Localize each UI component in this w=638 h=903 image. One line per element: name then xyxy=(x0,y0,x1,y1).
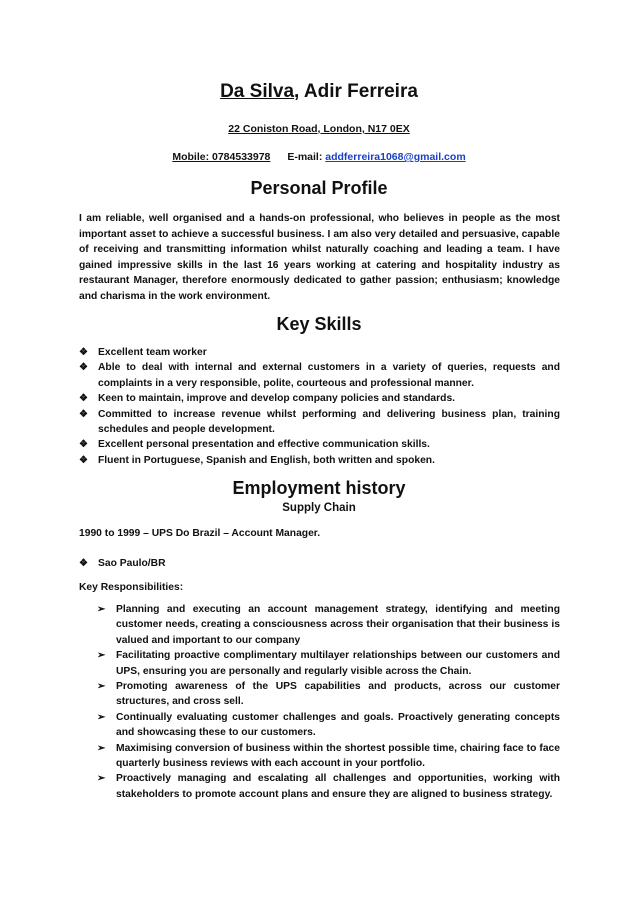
key-skills-list xyxy=(79,345,560,468)
list-item xyxy=(79,453,560,468)
skill-text: Excellent team worker xyxy=(98,347,207,358)
arrow-bullet-icon: ➢ xyxy=(97,681,106,693)
employment-history-heading: Employment history xyxy=(232,478,406,498)
email-label: E-mail: xyxy=(287,151,326,163)
diamond-bullet-icon: ❖ xyxy=(79,558,88,569)
skill-text: Keen to maintain, improve and develop company policies and standards. xyxy=(98,393,456,405)
list-item xyxy=(97,741,560,772)
arrow-bullet-icon: ➢ xyxy=(97,773,106,785)
mobile-number: Mobile: 0784533978 xyxy=(172,151,271,163)
skill-text: Fluent in Portuguese, Spanish and English, both written and spoken. xyxy=(98,454,435,466)
address: 22 Coniston Road, London, N17 0EX xyxy=(228,123,410,135)
diamond-bullet-icon: ❖ xyxy=(79,362,88,374)
responsibility-text: Continually evaluating customer challenges and goals. Proactively generating concepts and showcasing these to our customers. xyxy=(116,711,560,739)
list-item xyxy=(97,710,560,741)
diamond-bullet-icon: ❖ xyxy=(79,347,88,358)
arrow-bullet-icon: ➢ xyxy=(97,711,106,723)
list-item xyxy=(97,602,560,648)
responsibility-text: Planning and executing an account management strategy, identifying and meeting customer needs, creating a consciousness across their organisation that their business is valued and important to our company xyxy=(116,604,560,646)
employment-subheading: Supply Chain xyxy=(282,502,356,514)
list-item xyxy=(97,648,560,679)
key-responsibilities-label: Key Responsibilities: xyxy=(79,582,184,593)
candidate-name xyxy=(0,80,638,104)
profile-text: I am reliable, well organised and a hands-on professional, who believes in people as the most important asset to achieve a successful business. I am also very detailed and persuasive, capable of receiving and transmitting information whilst naturally coaching and leading a team. I have gained impressive skills in the last 16 years working at catering and hospitality industry as restaurant Manager, therefore enormously dedicated to gather passion; enthusiasm; knowledge and charisma in the work environment. xyxy=(79,213,560,302)
arrow-bullet-icon: ➢ xyxy=(97,650,106,662)
skill-text: Able to deal with internal and external customers in a variety of queries, requests and complaints in a very responsible, polite, courteous and professional manner. xyxy=(98,362,560,389)
key-skills-heading: Key Skills xyxy=(276,314,362,334)
responsibility-text: Proactively managing and escalating all challenges and opportunities, working with stakeholders to promote account plans and ensure they are aligned to business strategy. xyxy=(116,773,560,800)
diamond-bullet-icon: ❖ xyxy=(79,454,88,466)
email-link[interactable]: addferreira1068@gmail.com xyxy=(325,151,466,163)
contact-line xyxy=(0,151,638,163)
responsibility-text: Maximising conversion of business within the shortest possible time, chairing face to face quarterly business reviews with each account in your portfolio. xyxy=(116,742,560,770)
job-title-line: 1990 to 1999 – UPS Do Brazil – Account Manager. xyxy=(79,528,321,539)
list-item xyxy=(79,345,560,360)
list-item xyxy=(79,437,560,452)
location-list xyxy=(79,556,560,571)
diamond-bullet-icon: ❖ xyxy=(79,439,88,451)
skill-text: Committed to increase revenue whilst performing and delivering business plan, training schedules and people development. xyxy=(98,408,560,436)
list-item xyxy=(97,679,560,710)
responsibility-text: Facilitating proactive complimentary multilayer relationships between our customers and UPS, ensuring you are personally and regularly visible across the Chain. xyxy=(116,650,560,677)
list-item xyxy=(79,360,560,391)
candidate-surname: Da Silva xyxy=(220,81,295,102)
arrow-bullet-icon: ➢ xyxy=(97,604,106,615)
candidate-given-names: , Adir Ferreira xyxy=(294,81,418,102)
job-location: Sao Paulo/BR xyxy=(98,558,166,569)
arrow-bullet-icon: ➢ xyxy=(97,742,106,754)
personal-profile-heading: Personal Profile xyxy=(250,178,388,198)
list-item xyxy=(79,407,560,438)
list-item xyxy=(79,556,560,571)
diamond-bullet-icon: ❖ xyxy=(79,408,88,420)
skill-text: Excellent personal presentation and effective communication skills. xyxy=(98,439,430,451)
diamond-bullet-icon: ❖ xyxy=(79,393,88,405)
list-item xyxy=(79,391,560,406)
list-item xyxy=(97,771,560,802)
responsibilities-list xyxy=(97,602,560,802)
responsibility-text: Promoting awareness of the UPS capabilities and products, across our customer structures, and cross sell. xyxy=(116,681,560,708)
